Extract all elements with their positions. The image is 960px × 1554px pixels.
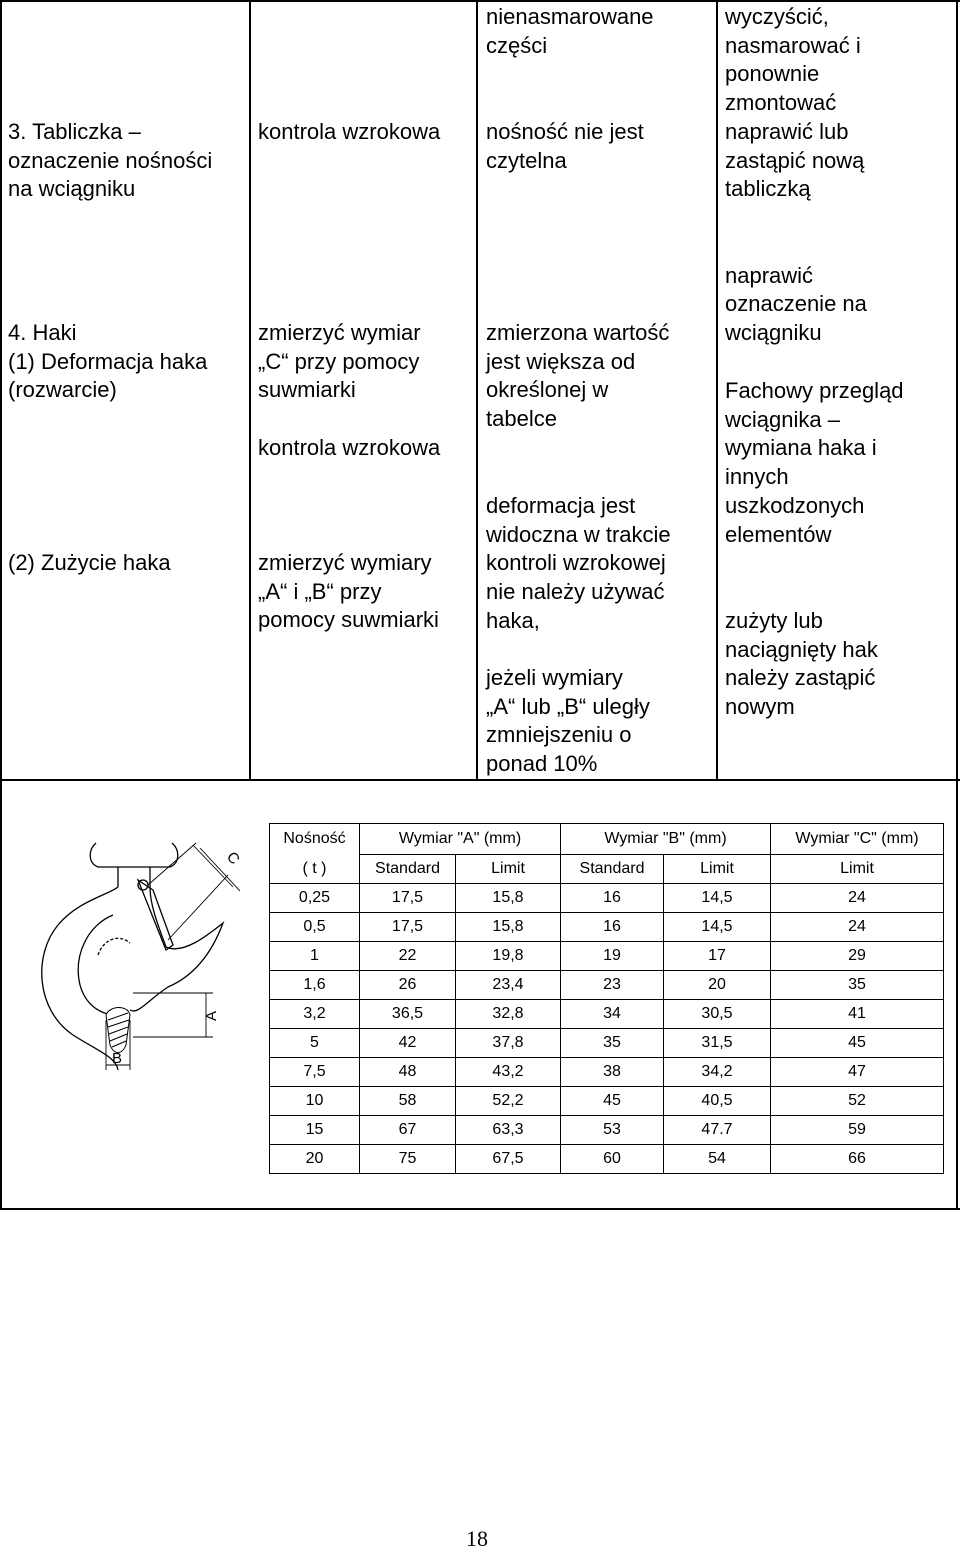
table-cell: 20 [664,971,771,1000]
table-cell: 45 [561,1087,664,1116]
table-cell: 41 [771,1000,944,1029]
table-cell: 19 [561,942,664,971]
cell-defect-value-exceeded: zmierzona wartość jest większa od określonej w tabelce [486,320,670,432]
table-cell: 1,6 [270,971,360,1000]
table-cell: 23,4 [456,971,561,1000]
table-row [270,884,944,913]
table-cell: 66 [771,1145,944,1174]
table-cell: 45 [771,1029,944,1058]
table-cell: 35 [771,971,944,1000]
table-cell: 34 [561,1000,664,1029]
table-cell: 0,25 [270,884,360,913]
table-cell: 24 [771,913,944,942]
table-cell: 17,5 [360,884,456,913]
hook-dimensions-table [269,823,944,1174]
table-cell: 30,5 [664,1000,771,1029]
table-cell: 15,8 [456,884,561,913]
subheader-standard: Standard [360,855,456,884]
cell-action-clean-lubricate: wyczyścić, nasmarować i ponownie zmontować [725,4,861,116]
table-cell: 67 [360,1116,456,1145]
cell-item-hooks: 4. Haki (1) Deformacja haka (rozwarcie) [8,320,208,403]
table-row [270,942,944,971]
table-cell: 58 [360,1087,456,1116]
table-cell: 52 [771,1087,944,1116]
cell-check-visual-2: kontrola wzrokowa [258,435,441,460]
table-border-bottom [0,1208,960,1210]
cell-item-capacity-plate: 3. Tabliczka – oznaczenie nośności na wciągniku [8,119,213,202]
table-cell: 16 [561,913,664,942]
subheader-limit: Limit [771,855,944,884]
column-divider [476,0,478,781]
cell-item-hook-wear: (2) Zużycie haka [8,550,171,575]
cell-action-replace-hook: zużyty lub naciągnięty hak należy zastąpić nowym [725,608,878,720]
table-cell: 19,8 [456,942,561,971]
cell-action-inspection: Fachowy przegląd wciągnika – wymiana haka i innych uszkodzonych elementów [725,378,904,547]
table-cell: 29 [771,942,944,971]
table-cell: 10 [270,1087,360,1116]
table-row [270,913,944,942]
table-cell: 3,2 [270,1000,360,1029]
table-border-top [0,0,960,2]
table-row [270,1116,944,1145]
table-cell: 35 [561,1029,664,1058]
cell-check-measure-c: zmierzyć wymiar „C“ przy pomocy suwmiarki [258,320,421,403]
table-subheader-row [270,855,944,884]
header-dim-a: Wymiar "A" (mm) [360,824,561,855]
cell-defect-capacity-unreadable: nośność nie jest czytelna [486,119,644,173]
table-cell: 75 [360,1145,456,1174]
table-cell: 15 [270,1116,360,1145]
table-cell: 26 [360,971,456,1000]
table-row [270,971,944,1000]
header-dim-b: Wymiar "B" (mm) [561,824,771,855]
table-cell: 7,5 [270,1058,360,1087]
table-cell: 14,5 [664,913,771,942]
table-body [270,884,944,1174]
subheader-limit: Limit [456,855,561,884]
cell-defect-visible-deformation: deformacja jest widoczna w trakcie kontroli wzrokowej nie należy używać haka, [486,493,671,633]
table-row [270,1087,944,1116]
header-dim-c: Wymiar "C" (mm) [771,824,944,855]
table-cell: 17 [664,942,771,971]
table-cell: 38 [561,1058,664,1087]
cell-defect-unlubricated: nienasmarowane części [486,4,654,58]
table-cell: 16 [561,884,664,913]
table-cell: 42 [360,1029,456,1058]
table-cell: 17,5 [360,913,456,942]
cell-check-measure-ab: zmierzyć wymiary „A“ i „B“ przy pomocy suwmiarki [258,550,439,633]
label-a: A [203,1010,220,1021]
table-cell: 32,8 [456,1000,561,1029]
table-cell: 31,5 [664,1029,771,1058]
table-header-row [270,824,944,855]
table-cell: 48 [360,1058,456,1087]
table-cell: 14,5 [664,884,771,913]
table-cell: 24 [771,884,944,913]
table-cell: 1 [270,942,360,971]
label-b: B [112,1050,123,1067]
label-c: C [222,848,243,868]
table-cell: 36,5 [360,1000,456,1029]
table-cell: 47.7 [664,1116,771,1145]
cell-check-visual: kontrola wzrokowa [258,119,441,144]
table-cell: 63,3 [456,1116,561,1145]
column-divider [249,0,251,781]
table-border-right [956,0,958,1210]
table-cell: 20 [270,1145,360,1174]
header-unit: ( t ) [270,855,360,884]
subheader-standard: Standard [561,855,664,884]
table-cell: 67,5 [456,1145,561,1174]
table-cell: 52,2 [456,1087,561,1116]
table-row [270,1029,944,1058]
cell-defect-reduced-dimensions: jeżeli wymiary „A“ lub „B“ uległy zmniejszeniu o ponad 10% [486,665,650,777]
row-divider [0,779,960,781]
table-cell: 59 [771,1116,944,1145]
table-cell: 15,8 [456,913,561,942]
table-cell: 37,8 [456,1029,561,1058]
table-cell: 22 [360,942,456,971]
table-cell: 43,2 [456,1058,561,1087]
table-cell: 0,5 [270,913,360,942]
table-cell: 5 [270,1029,360,1058]
header-capacity: Nośność [270,824,360,855]
table-cell: 53 [561,1116,664,1145]
table-cell: 34,2 [664,1058,771,1087]
table-row [270,1000,944,1029]
table-border-left [0,0,2,1210]
table-cell: 60 [561,1145,664,1174]
subheader-limit: Limit [664,855,771,884]
table-cell: 47 [771,1058,944,1087]
column-divider [716,0,718,781]
page-number: 18 [466,1526,488,1551]
table-row [270,1145,944,1174]
cell-action-replace-plate: naprawić lub zastąpić nową tabliczką naprawić oznaczenie na wciągniku [725,119,867,345]
table-cell: 40,5 [664,1087,771,1116]
table-row [270,1058,944,1087]
table-cell: 23 [561,971,664,1000]
table-cell: 54 [664,1145,771,1174]
hook-diagram [18,815,253,1090]
